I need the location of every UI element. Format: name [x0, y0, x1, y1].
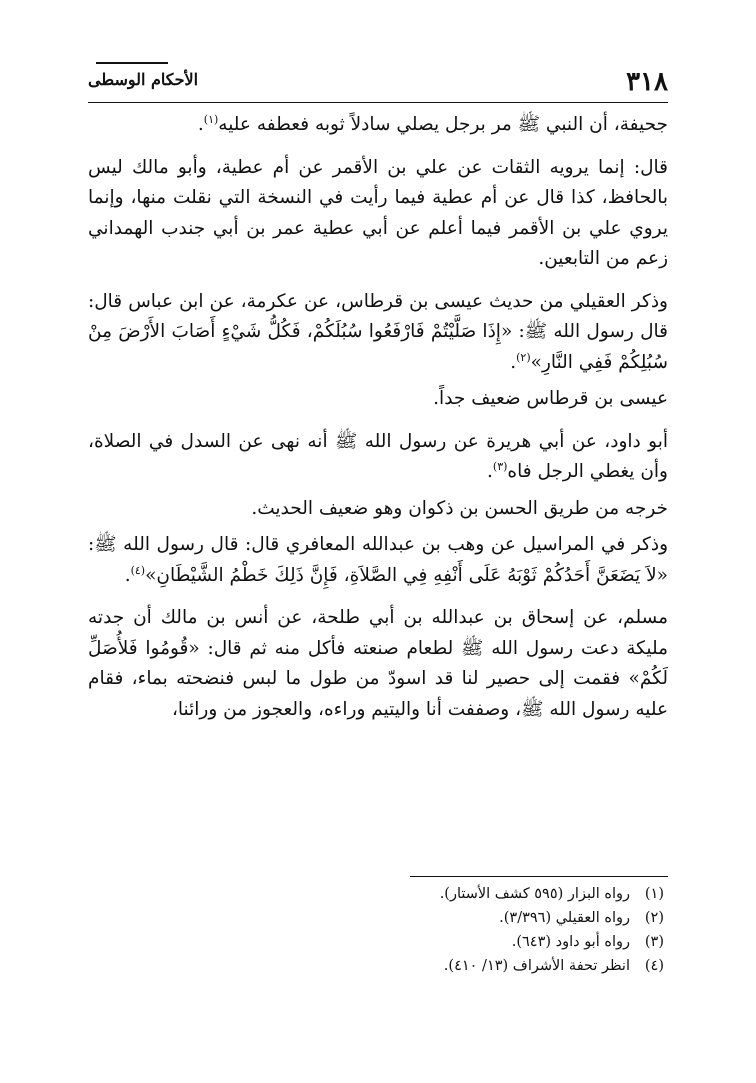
title-overline	[96, 62, 168, 64]
paragraph-3: وذكر العقيلي من حديث عيسى بن قرطاس، عن عكرمة، عن ابن عباس قال: قال رسول الله ﷺ: «إِذَا صَلَّيْتُمْ فَارْفَعُوا سُبُلَكُمْ، فَكُلُّ شَيْءٍ أَصَابَ الأَرْضَ مِنْ سُبُلِكُمْ فَفِي النَّارِ»$^{(٢)}$.	[88, 290, 668, 373]
paragraph-2: قال: إنما يرويه الثقات عن علي بن الأقمر عن أم عطية، وأبو مالك ليس بالحافظ، كذا قال عن أم عطية فيما رأيت في النسخة التي نقلت منها، وإنما يروي علي بن الأقمر فيما أعلم عن أبي عطية عمر بن أبي جندب الهمداني زعم من التابعين.	[88, 156, 668, 269]
paragraph-1: جحيفة، أن النبي ﷺ مر برجل يصلي سادلاً ثوبه فعطفه عليه$^{(١)}$.	[197, 112, 668, 135]
book-title: الأحكام الوسطى	[88, 70, 199, 89]
footnote-2: (٢)رواه العقيلي (٣/٣٩٦).	[499, 910, 664, 926]
paragraph-6: خرجه من طريق الحسن بن ذكوان وهو ضعيف الحديث.	[251, 497, 668, 519]
paragraph-4: عيسى بن قرطاس ضعيف جداً.	[433, 388, 668, 409]
main-text	[88, 110, 668, 725]
footnote-separator	[410, 876, 668, 877]
page-header	[88, 62, 668, 102]
footnote-ref-4: (٤)	[130, 563, 146, 577]
footnote-3: (٣)رواه أبو داود (٦٤٣).	[511, 934, 664, 950]
footnote-1: (١)رواه البزار (٥٩٥ كشف الأستار).	[439, 886, 664, 902]
footnotes	[120, 882, 664, 978]
footnote-ref-1: (١)	[203, 112, 219, 126]
header-rule	[88, 102, 668, 103]
paragraph-8: مسلم، عن إسحاق بن عبدالله بن أبي طلحة، عن أنس بن مالك أن جدته مليكة دعت رسول الله ﷺ لطعام صنعته فأكل منه ثم قال: «قُومُوا فَلأُصَلِّ لَكُمْ» فقمت إلى حصير لنا قد اسودّ من طول ما لبس فنضحته بماء، فقام عليه رسول الله ﷺ، وصففت أنا واليتيم وراءه، والعجوز من ورائنا،	[88, 607, 668, 720]
paragraph-7: وذكر في المراسيل عن وهب بن عبدالله المعافري قال: قال رسول الله ﷺ: «لاَ يَضَعَنَّ أَحَدُكُمْ ثَوْبَهُ عَلَى أَنْفِهِ فِي الصَّلاَةِ، فَإِنَّ ذَلِكَ خَطْمُ الشَّيْطَانِ»$^{(٤)}$.	[88, 534, 668, 586]
footnote-4: (٤)انظر تحفة الأشراف (١٣/ ٤١٠).	[443, 958, 664, 974]
footnote-ref-2: (٢)	[516, 350, 531, 364]
footnote-ref-3: (٣)	[492, 459, 508, 473]
page-number: ٣١٨	[626, 67, 668, 97]
paragraph-5: أبو داود، عن أبي هريرة عن رسول الله ﷺ أنه نهى عن السدل في الصلاة، وأن يغطي الرجل فاه$^{(٣)}$.	[88, 430, 668, 482]
